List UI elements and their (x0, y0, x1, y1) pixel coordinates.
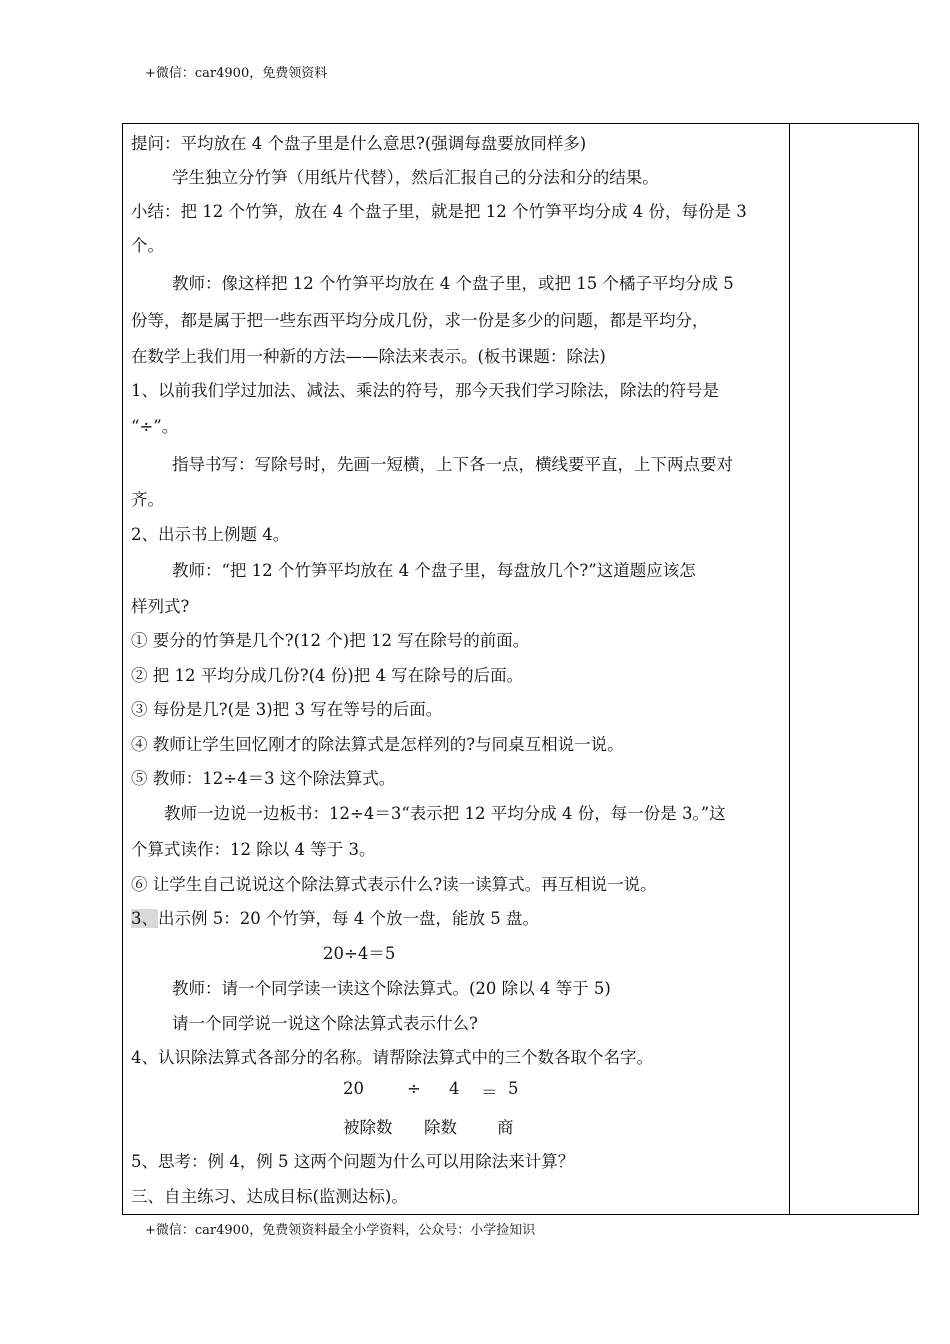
equation-dividend: 20 (343, 1079, 364, 1098)
text-line: ⑤ 教师：12÷4＝3 这个除法算式。 (131, 769, 396, 788)
text-line: ① 要分的竹笋是几个?(12 个)把 12 写在除号的前面。 (131, 631, 530, 650)
text-line: 学生独立分竹笋（用纸片代替），然后汇报自己的分法和分的结果。 (172, 168, 659, 187)
text-line: 指导书写：写除号时，先画一短横，上下各一点，横线要平直，上下两点要对 (172, 455, 733, 474)
text-line: 个。 (131, 236, 164, 255)
text-line: 2、出示书上例题 4。 (131, 525, 290, 544)
text-line: 请一个同学说一说这个除法算式表示什么? (172, 1014, 478, 1033)
text-line: 三、自主练习、达成目标(监测达标)。 (131, 1187, 408, 1206)
text-line: ③ 每份是几?(是 3)把 3 写在等号的后面。 (131, 700, 443, 719)
header-note: +微信：car4900，免费领资料 (145, 66, 328, 81)
text-line: 5、思考：例 4，例 5 这两个问题为什么可以用除法来计算？ (131, 1152, 575, 1171)
equation-divisor: 4 (449, 1079, 460, 1098)
lesson-table (122, 123, 919, 1215)
label-divisor: 除数 (424, 1118, 457, 1137)
label-quotient: 商 (497, 1118, 514, 1137)
text-line: 齐。 (131, 490, 164, 509)
text-line: 个算式读作：12 除以 4 等于 3。 (131, 840, 376, 859)
column-divider (789, 124, 790, 1214)
text-line: 小结：把 12 个竹笋，放在 4 个盘子里，就是把 12 个竹笋平均分成 4 份，每份是 3 (131, 202, 747, 221)
text-line: 教师：请一个同学读一读这个除法算式。(20 除以 4 等于 5) (172, 979, 611, 998)
equation-equals-sign: ＝ (481, 1083, 498, 1102)
text-line: “÷”。 (131, 417, 179, 436)
text-line: 1、以前我们学过加法、减法、乘法的符号，那今天我们学习除法，除法的符号是 (131, 381, 719, 400)
equation-example-5: 20÷4＝5 (323, 944, 396, 963)
text-line: ④ 教师让学生回忆刚才的除法算式是怎样列的?与同桌互相说一说。 (131, 735, 624, 754)
text-line: 样列式? (131, 597, 190, 616)
text-segment: 出示例 5：20 个竹笋，每 4 个放一盘，能放 5 盘。 (158, 909, 539, 928)
footer-note: +微信：car4900，免费领资料最全小学资料，公众号：小学捡知识 (145, 1223, 536, 1238)
text-line: 提问：平均放在 4 个盘子里是什么意思?(强调每盘要放同样多) (131, 134, 587, 153)
text-line: ② 把 12 平均分成几份?(4 份)把 4 写在除号的后面。 (131, 666, 524, 685)
text-line: 份等，都是属于把一些东西平均分成几份，求一份是多少的问题，都是平均分， (131, 311, 709, 330)
equation-divide-sign: ÷ (407, 1079, 421, 1098)
text-line: 4、认识除法算式各部分的名称。请帮除法算式中的三个数各取个名字。 (131, 1048, 653, 1067)
label-dividend: 被除数 (343, 1118, 393, 1137)
text-line: 教师一边说一边板书：12÷4＝3“表示把 12 平均分成 4 份，每一份是 3。”这 (164, 804, 726, 823)
text-line: 在数学上我们用一种新的方法——除法来表示。(板书课题：除法) (131, 347, 606, 366)
text-line: 教师：“把 12 个竹笋平均放在 4 个盘子里，每盘放几个?”这道题应该怎 (172, 561, 696, 580)
text-line (131, 905, 539, 929)
highlighted-number: 3、 (131, 909, 158, 928)
equation-quotient: 5 (508, 1079, 519, 1098)
text-line: 教师：像这样把 12 个竹笋平均放在 4 个盘子里，或把 15 个橘子平均分成 5 (172, 274, 734, 293)
text-line: ⑥ 让学生自己说说这个除法算式表示什么?读一读算式。再互相说一说。 (131, 875, 657, 894)
